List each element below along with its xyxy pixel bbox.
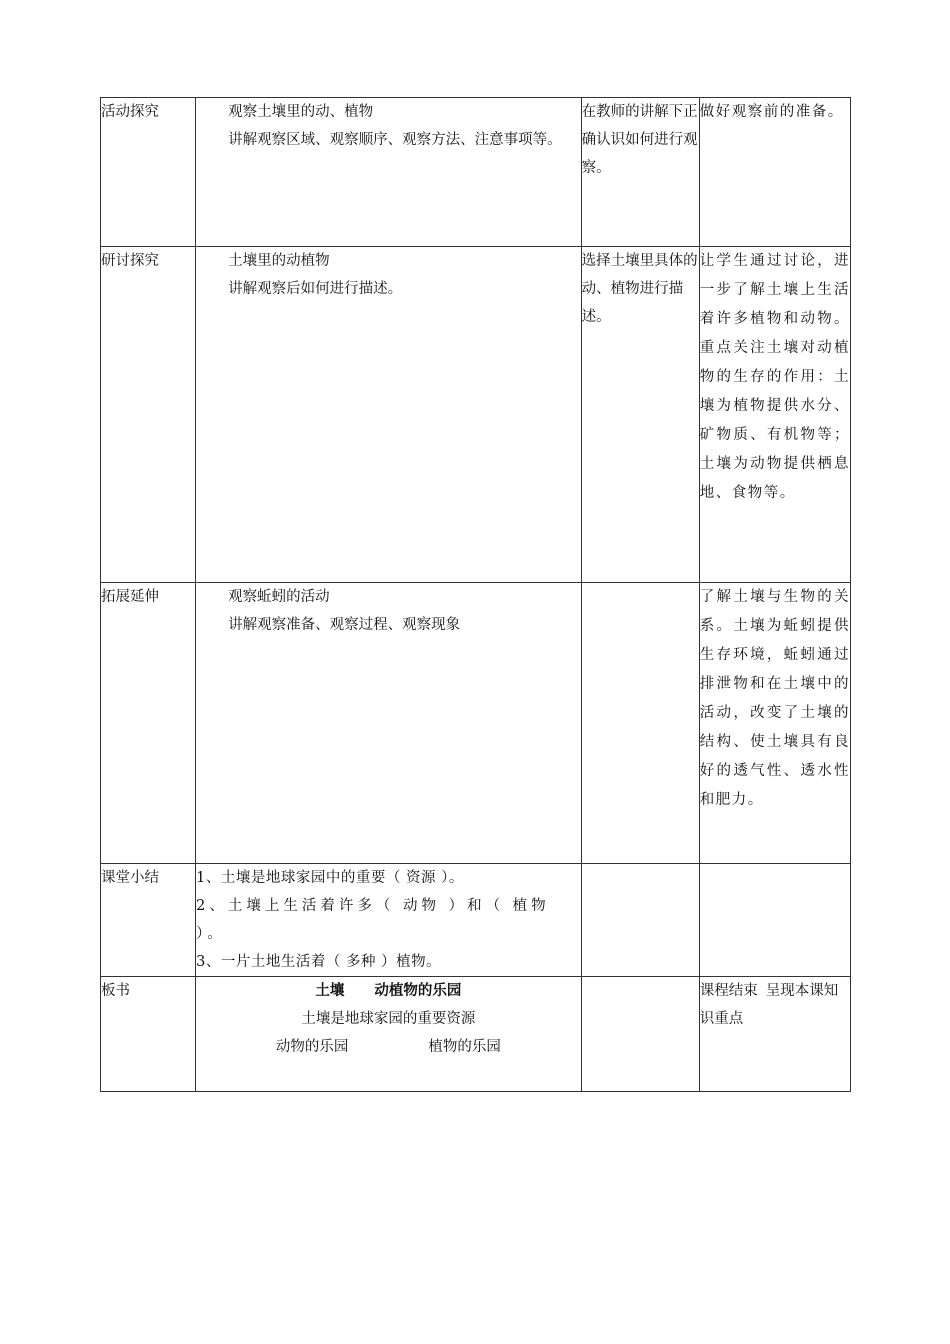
- content-text: 讲解观察后如何进行描述。: [228, 281, 403, 297]
- content-cell: [196, 247, 582, 583]
- blackboard-left: 动物的乐园: [275, 1039, 349, 1055]
- design-intent-cell: [699, 98, 850, 247]
- design-intent-cell: [699, 583, 850, 864]
- blackboard-right: 植物的乐园: [428, 1039, 501, 1055]
- summary-item: 1、土壤是地球家园中的重要（ 资源 ）。: [196, 870, 464, 886]
- stage-label: 研讨探究: [101, 253, 159, 269]
- blackboard-line: 土壤是地球家园的重要资源: [301, 1011, 476, 1027]
- content-cell: [196, 583, 582, 864]
- content-cell: [196, 98, 582, 247]
- table-row: [101, 977, 851, 1092]
- blackboard-title: [196, 977, 581, 1005]
- design-intent-end: 课程结束: [699, 983, 758, 999]
- blackboard-title-main: 土壤: [315, 983, 345, 999]
- summary-cell: [196, 864, 582, 977]
- content-text: 讲解观察区域、观察顺序、观察方法、注意事项等。: [228, 132, 562, 148]
- stage-label: 活动探究: [101, 104, 159, 120]
- stage-label: 课堂小结: [101, 870, 159, 886]
- design-intent-cell: [699, 864, 850, 977]
- student-activity-cell: [581, 864, 699, 977]
- design-intent-cell: [699, 247, 850, 583]
- design-intent-text: 让学生通过讨论，进一步了解土壤上生活着许多植物和动物。重点关注土壤对动植物的生存的作用：土壤为植物提供水分、矿物质、有机物等；土壤为动物提供栖息地、食物等。: [699, 253, 850, 501]
- content-topic: 观察蚯蚓的活动: [228, 589, 330, 605]
- student-activity-cell: [581, 247, 699, 583]
- design-intent-text: 了解土壤与生物的关系。土壤为蚯蚓提供生存环境，蚯蚓通过排泄物和在土壤中的活动，改变了土壤的结构、使土壤具有良好的透气性、透水性和肥力。: [699, 589, 850, 808]
- stage-cell: [101, 977, 196, 1092]
- stage-cell: [101, 864, 196, 977]
- stage-label: 拓展延伸: [101, 589, 159, 605]
- student-activity-cell: [581, 98, 699, 247]
- table-row: [101, 583, 851, 864]
- stage-cell: [101, 583, 196, 864]
- design-intent-cell: [699, 977, 850, 1092]
- table-row: [101, 247, 851, 583]
- student-activity-text: 在教师的讲解下正确认识如何进行观察。: [581, 104, 698, 176]
- blackboard-title-sub: 动植物的乐园: [374, 983, 462, 999]
- blackboard-cell: [196, 977, 582, 1092]
- stage-cell: [101, 98, 196, 247]
- content-topic: 观察土壤里的动、植物: [228, 104, 374, 120]
- stage-cell: [101, 247, 196, 583]
- design-intent-text: 做好观察前的准备。: [699, 104, 844, 120]
- design-intent-summary: 呈现本课知识重点: [699, 983, 839, 1027]
- content-topic: 土壤里的动植物: [228, 253, 330, 269]
- summary-item: 3、一片土地生活着（ 多种 ）植物。: [196, 954, 442, 970]
- student-activity-cell: [581, 583, 699, 864]
- lesson-plan-table: [100, 97, 851, 1092]
- student-activity-cell: [581, 977, 699, 1092]
- summary-item: 2、土壤上生活着许多（ 动物 ）和（ 植物 ）。: [196, 898, 550, 942]
- stage-label: 板书: [101, 983, 130, 999]
- blackboard-pair: [196, 1033, 581, 1061]
- content-text: 讲解观察准备、观察过程、观察现象: [228, 617, 461, 633]
- table-row: [101, 98, 851, 247]
- student-activity-text: 选择土壤里具体的动、植物进行描述。: [581, 253, 698, 325]
- table-row: [101, 864, 851, 977]
